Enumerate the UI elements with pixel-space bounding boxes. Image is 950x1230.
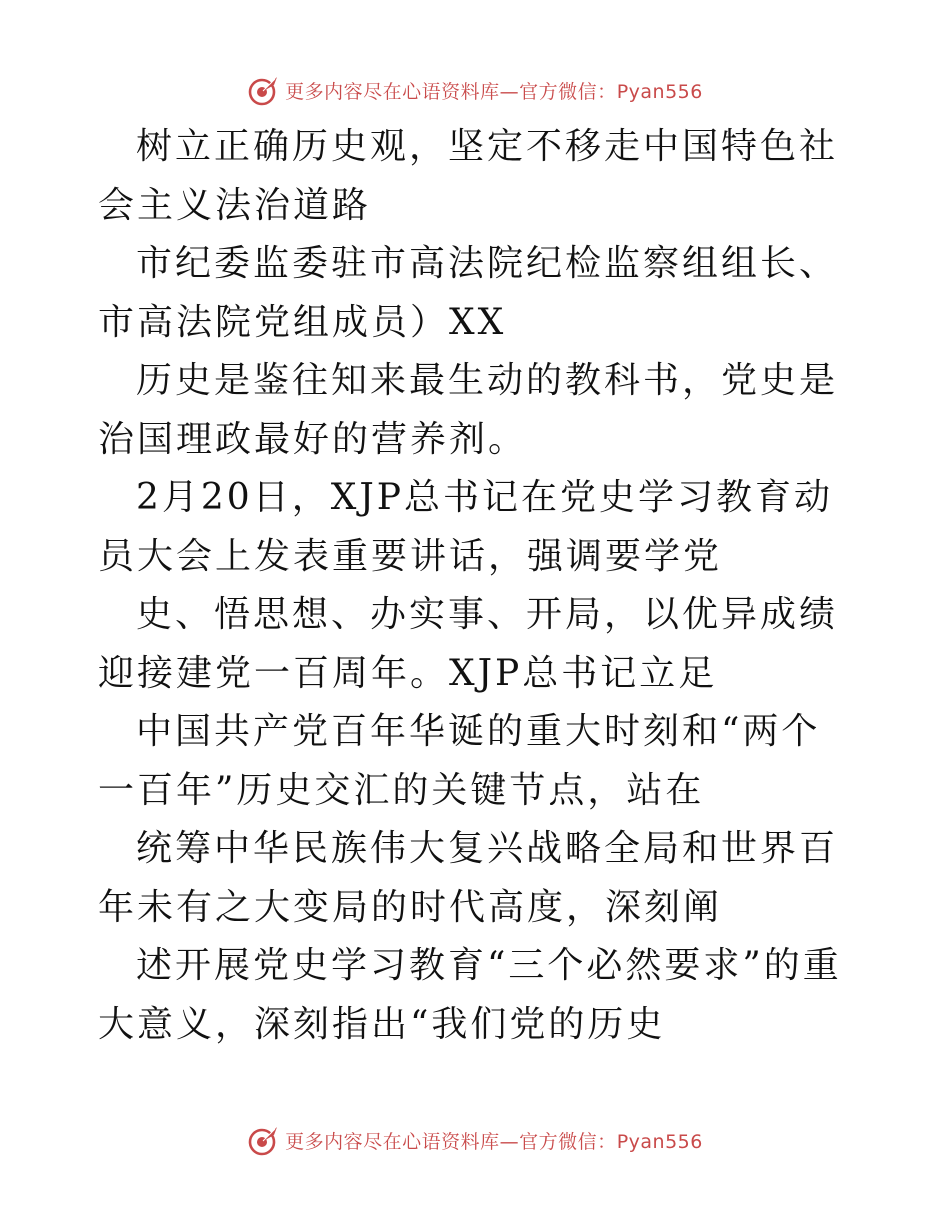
watermark-text [285, 1127, 703, 1154]
paragraph: 统筹中华民族伟大复兴战略全局和世界百年未有之大变局的时代高度，深刻阐 [98, 828, 839, 928]
paragraph: 中国共产党百年华诞的重大时刻和“两个一百年”历史交汇的关键节点，站在 [98, 711, 821, 811]
watermark-wechat-label: 官方微信： [519, 1130, 617, 1153]
watermark-site-text: 更多内容尽在心语资料库 [285, 80, 500, 103]
paragraph: 市纪委监委驻市高法院纪检监察组组长、市高法院党组成员）XX [98, 243, 839, 343]
footer-watermark [0, 1120, 950, 1160]
feather-logo-icon [247, 1123, 281, 1157]
feather-logo-icon [247, 73, 281, 107]
paragraph: 述开展党史学习教育“三个必然要求”的重大意义，深刻指出“我们党的历史 [98, 945, 842, 1045]
document-body [98, 118, 858, 1054]
watermark-wechat-label: 官方微信： [519, 80, 617, 103]
paragraph: 2月20日，XJP总书记在党史学习教育动员大会上发表重要讲话，强调要学党 [98, 477, 833, 577]
paragraph: 历史是鉴往知来最生动的教科书，党史是治国理政最好的营养剂。 [98, 360, 839, 460]
watermark-site-text: 更多内容尽在心语资料库 [285, 1130, 500, 1153]
paragraph: 史、悟思想、办实事、开局，以优异成绩迎接建党一百周年。XJP总书记立足 [98, 594, 839, 694]
header-watermark [0, 70, 950, 110]
watermark-separator: — [499, 80, 520, 103]
watermark-separator: — [499, 1130, 520, 1153]
paragraph: 树立正确历史观，坚定不移走中国特色社会主义法治道路 [98, 126, 839, 226]
watermark-wechat-id: Pyan556 [616, 1130, 703, 1153]
watermark-text [285, 77, 703, 104]
watermark-wechat-id: Pyan556 [616, 80, 703, 103]
